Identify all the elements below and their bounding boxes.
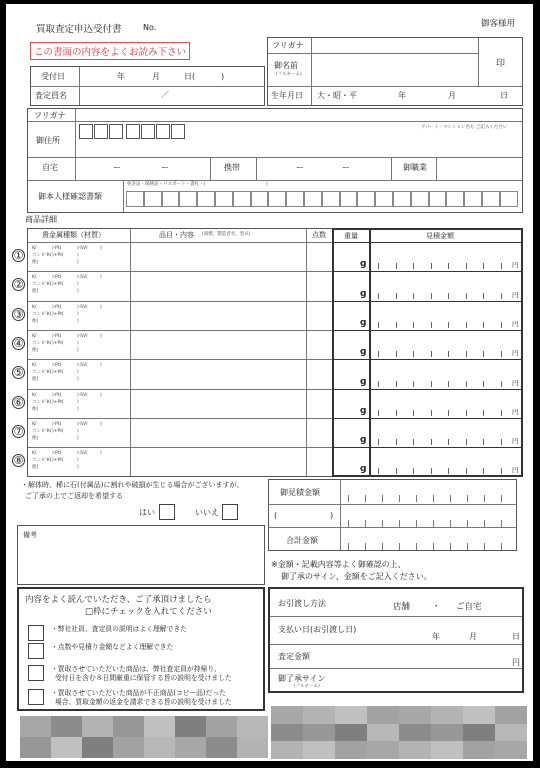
item-description-field[interactable] — [131, 418, 306, 447]
material-text: )·SV( — [77, 392, 88, 398]
material-text: K( — [32, 275, 37, 281]
material-text: K( — [32, 451, 37, 457]
material-text: 他( — [32, 406, 39, 412]
material-text: ) — [77, 377, 79, 383]
yen-unit: 円 — [512, 319, 519, 328]
delivery-box — [268, 587, 524, 693]
id-digit-box[interactable] — [340, 191, 358, 207]
reception-day-close: ) — [221, 72, 225, 81]
material-text: ) — [77, 370, 79, 376]
id-digit-box[interactable] — [144, 191, 162, 207]
reception-year-label: 年 — [117, 72, 125, 81]
customer-block — [267, 37, 523, 106]
material-text: )+Pt( — [52, 370, 64, 376]
reception-month-label: 月 — [152, 72, 160, 81]
material-text: K( — [32, 392, 37, 398]
postal-digit-box[interactable] — [94, 124, 108, 139]
estimate-amount-field[interactable] — [370, 331, 520, 359]
material-text: コンビ·K( — [32, 428, 52, 434]
item-description-field[interactable] — [131, 359, 306, 388]
mobile-dash-1: ー — [296, 163, 304, 172]
id-digit-box[interactable] — [197, 191, 215, 207]
material-text: 他( — [32, 435, 39, 441]
item-count-field[interactable] — [307, 447, 333, 476]
dob-day: 日 — [500, 91, 508, 100]
estimate-amount-field[interactable] — [370, 419, 520, 447]
occupation-label: 御職業 — [403, 163, 427, 172]
material-text: 他( — [32, 347, 39, 353]
material-text: コンビ·K( — [32, 311, 52, 317]
postal-digit-box[interactable] — [126, 124, 140, 139]
material-text: )·SV( — [77, 333, 88, 339]
material-text: )·Pt( — [52, 246, 62, 251]
weight-unit: g — [360, 376, 367, 387]
id-digit-box[interactable] — [375, 191, 393, 207]
col-item-header: 品目・内容 — [159, 231, 194, 239]
weight-unit: g — [360, 347, 367, 358]
checklist-box — [17, 587, 265, 711]
sign-field[interactable] — [360, 669, 520, 691]
no-label: いいえ — [195, 508, 219, 517]
material-text: )·SV( — [77, 304, 88, 310]
consent-item-text: ・買取させていただいた商品は、弊社査定員が持帰り、 — [51, 665, 221, 673]
sign-label: 御了承サイン — [278, 674, 326, 683]
home-dash-2: ー — [161, 163, 169, 172]
yes-label: はい — [139, 508, 155, 517]
col-count-header: 点数 — [312, 231, 326, 239]
material-text: )·Pt( — [52, 333, 62, 339]
yen-unit: 円 — [512, 466, 519, 475]
id-digit-box[interactable] — [322, 191, 340, 207]
customer-name-label: 御名前 — [274, 61, 298, 70]
id-digit-box[interactable] — [179, 191, 197, 207]
customer-furigana-label: フリガナ — [272, 41, 304, 50]
consent-item-text: ・買取させていただいた商品が不正商品(コピー品)だった — [51, 689, 226, 697]
consent-checkbox[interactable] — [28, 643, 44, 659]
material-text: ) — [100, 246, 102, 251]
material-text: )+Pt( — [52, 428, 64, 434]
id-document-note: 免許証・保険証・パスポート・書札・( — [127, 182, 206, 187]
payday-label: 支払い日(お引渡し日) — [278, 625, 357, 634]
id-digit-box[interactable] — [482, 191, 500, 207]
weight-unit: g — [360, 288, 367, 299]
row-number: ⑦ — [13, 424, 24, 438]
col-material-header: 貴金属種類（材質） — [42, 231, 105, 239]
appraiser-label: 査定員名 — [35, 91, 67, 100]
item-count-field[interactable] — [307, 418, 333, 447]
blurred-company-info — [20, 716, 266, 758]
material-text: K( — [32, 363, 37, 369]
material-text: コンビ·K( — [32, 253, 52, 258]
material-text: ) — [77, 289, 79, 295]
material-text: ) — [77, 253, 79, 258]
mobile-dash-2: ー — [342, 163, 350, 172]
material-text: K( — [32, 421, 37, 427]
material-text: )·Pt( — [52, 275, 62, 281]
stone-notice-line1: ・解体時、稀に石(付属品)に割れや破損が生じる場合がございますが、 — [21, 481, 244, 489]
weight-unit: g — [360, 464, 367, 475]
material-text: )·Pt( — [52, 304, 62, 310]
row-number: ⑥ — [13, 395, 24, 409]
material-text: ) — [100, 333, 102, 339]
postal-digit-box[interactable] — [109, 124, 123, 139]
consent-item-text-cont: 場合、買取金額の返金を請求できる旨の説明を受けました — [55, 698, 232, 706]
dob-year: 年 — [398, 91, 406, 100]
item-count-field[interactable] — [307, 271, 333, 300]
consent-checkbox[interactable] — [28, 665, 44, 681]
id-digit-box[interactable] — [357, 191, 375, 207]
consent-item-text: ・点数や見積り金額などよく理解できた — [51, 643, 174, 651]
payday-month: 月 — [469, 632, 477, 641]
id-digit-box[interactable] — [304, 191, 322, 207]
material-text: ) — [77, 428, 79, 434]
estimate-amount-field[interactable] — [370, 302, 520, 330]
id-digit-box[interactable] — [215, 191, 233, 207]
item-description-field[interactable] — [131, 301, 306, 330]
row-number: ⑤ — [13, 366, 24, 380]
estimate-total-label: 御見積金額 — [280, 488, 320, 497]
weight-unit: g — [360, 259, 367, 270]
material-text: ) — [100, 304, 102, 310]
row-number: ② — [13, 278, 24, 292]
material-text: ) — [100, 421, 102, 427]
yen-unit: 円 — [512, 378, 519, 387]
yen-unit: 円 — [512, 261, 519, 270]
yes-checkbox[interactable] — [159, 504, 175, 520]
material-text: )·Pt( — [52, 421, 62, 427]
material-text: コンビ·K( — [32, 399, 52, 405]
totals-note-line1: ※金額・記載内容等よく御確認の上、 — [271, 560, 406, 569]
postal-digit-box[interactable] — [171, 124, 185, 139]
item-count-field[interactable] — [307, 330, 333, 359]
material-text: K( — [32, 333, 37, 339]
material-text: )·SV( — [77, 363, 88, 369]
appraiser-field[interactable] — [79, 86, 265, 105]
total-amount-field[interactable] — [341, 505, 516, 527]
home-dash-1: ー — [113, 163, 121, 172]
stone-notice-line2: ご了承の上でご返却を希望する — [25, 492, 123, 500]
material-text: )·SV( — [77, 451, 88, 457]
material-text: )·Pt( — [52, 363, 62, 369]
paren-close: ) — [330, 511, 334, 520]
material-text: ) — [77, 399, 79, 405]
material-text: )+Pt( — [52, 399, 64, 405]
col-weight-header: 重量 — [344, 232, 358, 240]
delivery-store-option[interactable]: 店舗 — [393, 602, 411, 612]
item-description-field[interactable] — [131, 271, 306, 300]
id-document-label: 御本人様確認書類 — [38, 192, 102, 201]
material-text: ) — [77, 347, 79, 353]
weight-unit: g — [360, 317, 367, 328]
total-amount-field[interactable] — [341, 480, 516, 502]
paren-open: ( — [274, 511, 278, 520]
reception-day-label: 日( — [184, 72, 196, 81]
material-text: )·SV( — [77, 421, 88, 427]
material-text: ) — [77, 340, 79, 346]
material-text: 他( — [32, 377, 39, 383]
dob-era: 大・昭・平 — [317, 91, 357, 100]
consent-checkbox[interactable] — [28, 625, 44, 641]
customer-name-field[interactable] — [311, 53, 478, 86]
yen-unit: 円 — [512, 437, 519, 446]
material-text: ) — [77, 458, 79, 464]
material-text: 他( — [32, 465, 39, 471]
item-description-field[interactable] — [131, 242, 306, 271]
material-text: )·Pt( — [52, 392, 62, 398]
item-description-field[interactable] — [131, 330, 306, 359]
seal-label: 印 — [496, 59, 506, 69]
remarks-box[interactable] — [17, 525, 265, 585]
appraisal-amount-label: 査定金額 — [278, 652, 310, 661]
item-description-field[interactable] — [131, 389, 306, 418]
id-digit-box[interactable] — [446, 191, 464, 207]
yen-unit: 円 — [512, 407, 519, 416]
material-text: ) — [100, 451, 102, 457]
id-digit-box[interactable] — [268, 191, 286, 207]
item-count-field[interactable] — [307, 389, 333, 418]
material-text: ) — [77, 465, 79, 471]
home-phone-label: 自宅 — [42, 163, 58, 172]
payday-day: 日 — [512, 632, 520, 641]
material-text: ) — [77, 311, 79, 317]
form-sheet — [6, 4, 533, 761]
appraiser-slash: ／ — [161, 90, 169, 99]
customer-name-sub: (フルネーム) — [276, 72, 302, 77]
delivery-home-option[interactable]: ご自宅 — [456, 602, 482, 612]
blurred-stamp-area — [271, 706, 526, 758]
notice-banner: この書面の内容をよくお読み下さい — [30, 42, 190, 60]
material-text: ) — [100, 363, 102, 369]
postal-digit-box[interactable] — [79, 124, 93, 139]
material-text: ) — [77, 260, 79, 265]
item-description-field[interactable] — [131, 447, 306, 476]
material-text: )·SV( — [77, 246, 88, 251]
material-text: ) — [77, 406, 79, 412]
postal-digit-box[interactable] — [141, 124, 155, 139]
address-block — [27, 108, 523, 213]
dob-label: 生年月日 — [271, 91, 303, 100]
id-digit-box[interactable] — [251, 191, 269, 207]
id-digit-box[interactable] — [286, 191, 304, 207]
id-digit-box[interactable] — [464, 191, 482, 207]
consent-item-text: ・弊社社員、査定員の説明はよく理解できた — [51, 625, 187, 633]
material-text: ) — [77, 318, 79, 324]
no-checkbox[interactable] — [222, 504, 238, 520]
row-number: ③ — [13, 307, 24, 321]
id-digit-box[interactable] — [393, 191, 411, 207]
grand-total-label: 合計金額 — [286, 536, 318, 545]
material-text: 他( — [32, 318, 39, 324]
col-estimate-header: 見積金額 — [426, 232, 454, 240]
delivery-method-label: お引渡し方法 — [278, 599, 326, 608]
payday-year: 年 — [432, 632, 440, 641]
material-text: )·SV( — [77, 275, 88, 281]
material-text: )+Pt( — [52, 282, 64, 288]
material-text: コンビ·K( — [32, 282, 52, 288]
sign-sub-label: (フルネーム) — [294, 684, 320, 689]
form-title: 買取査定申込受付書 — [36, 24, 122, 35]
checklist-title-line2: □枠にチェックを入れてください — [85, 607, 212, 617]
id-digit-box[interactable] — [500, 191, 518, 207]
material-text: ) — [100, 392, 102, 398]
item-count-field[interactable] — [307, 359, 333, 388]
consent-item-text-cont: 受付日を含む８日間厳重に保管する旨の説明を受けました — [55, 674, 232, 682]
address-label: 御住所 — [36, 136, 60, 145]
yen-unit: 円 — [512, 290, 519, 299]
item-count-field[interactable] — [307, 301, 333, 330]
row-number: ① — [13, 249, 24, 262]
estimate-amount-field[interactable] — [370, 243, 520, 271]
row-number: ④ — [13, 336, 24, 350]
material-text: ) — [77, 282, 79, 288]
material-text: コンビ·K( — [32, 458, 52, 464]
form-number-label: No. — [143, 23, 157, 32]
weight-unit: g — [360, 435, 367, 446]
estimate-amount-field[interactable] — [370, 390, 520, 418]
remarks-label: 備考 — [23, 531, 37, 539]
material-text: ) — [100, 275, 102, 281]
checklist-title-line1: 内容をよく読んでいただき、ご了承頂けましたら — [25, 595, 212, 605]
material-text: )·Pt( — [52, 451, 62, 457]
mobile-label: 携帯 — [224, 163, 240, 172]
consent-checkbox[interactable] — [28, 689, 44, 705]
material-text: 他( — [32, 260, 39, 265]
material-text: K( — [32, 246, 37, 251]
weight-estimate-box — [332, 228, 523, 477]
copy-label: 御客様用 — [481, 19, 516, 29]
id-digit-box[interactable] — [162, 191, 180, 207]
material-text: )+Pt( — [52, 311, 64, 317]
appraisal-amount-yen: 円 — [512, 658, 520, 667]
material-text: 他( — [32, 289, 39, 295]
items-section-label: 商品詳細 — [25, 215, 57, 224]
material-text: ) — [77, 435, 79, 441]
id-digit-box[interactable] — [411, 191, 429, 207]
row-number: ⑧ — [13, 454, 24, 468]
postal-digit-box[interactable] — [156, 124, 170, 139]
delivery-separator: ・ — [432, 602, 441, 612]
item-count-field[interactable] — [307, 242, 333, 271]
material-text: )+Pt( — [52, 458, 64, 464]
id-digit-box[interactable] — [233, 191, 251, 207]
address-furigana-label: フリガナ — [34, 111, 66, 120]
material-text: コンビ·K( — [32, 340, 52, 346]
id-digit-box[interactable] — [429, 191, 447, 207]
apartment-note: アパート・マンション名も ご記入ください — [421, 125, 508, 130]
yen-unit: 円 — [512, 349, 519, 358]
estimate-amount-field[interactable] — [370, 360, 520, 388]
weight-unit: g — [360, 405, 367, 416]
total-amount-field[interactable] — [341, 528, 516, 550]
estimate-amount-field[interactable] — [370, 272, 520, 300]
material-text: コンビ·K( — [32, 370, 52, 376]
id-digit-box[interactable] — [126, 191, 144, 207]
material-text: )+Pt( — [52, 253, 64, 258]
id-document-close: ) — [266, 182, 268, 187]
estimate-amount-field[interactable] — [370, 448, 520, 476]
totals-note-line2: 御了承のサイン、金額をご記入ください。 — [281, 572, 432, 581]
material-text: K( — [32, 304, 37, 310]
dob-month: 月 — [448, 91, 456, 100]
reception-block — [30, 66, 265, 106]
reception-date-label: 受付日 — [41, 72, 65, 81]
material-text: )+Pt( — [52, 340, 64, 346]
col-item-subheader: (商標、製造者名、型式) — [202, 232, 251, 237]
